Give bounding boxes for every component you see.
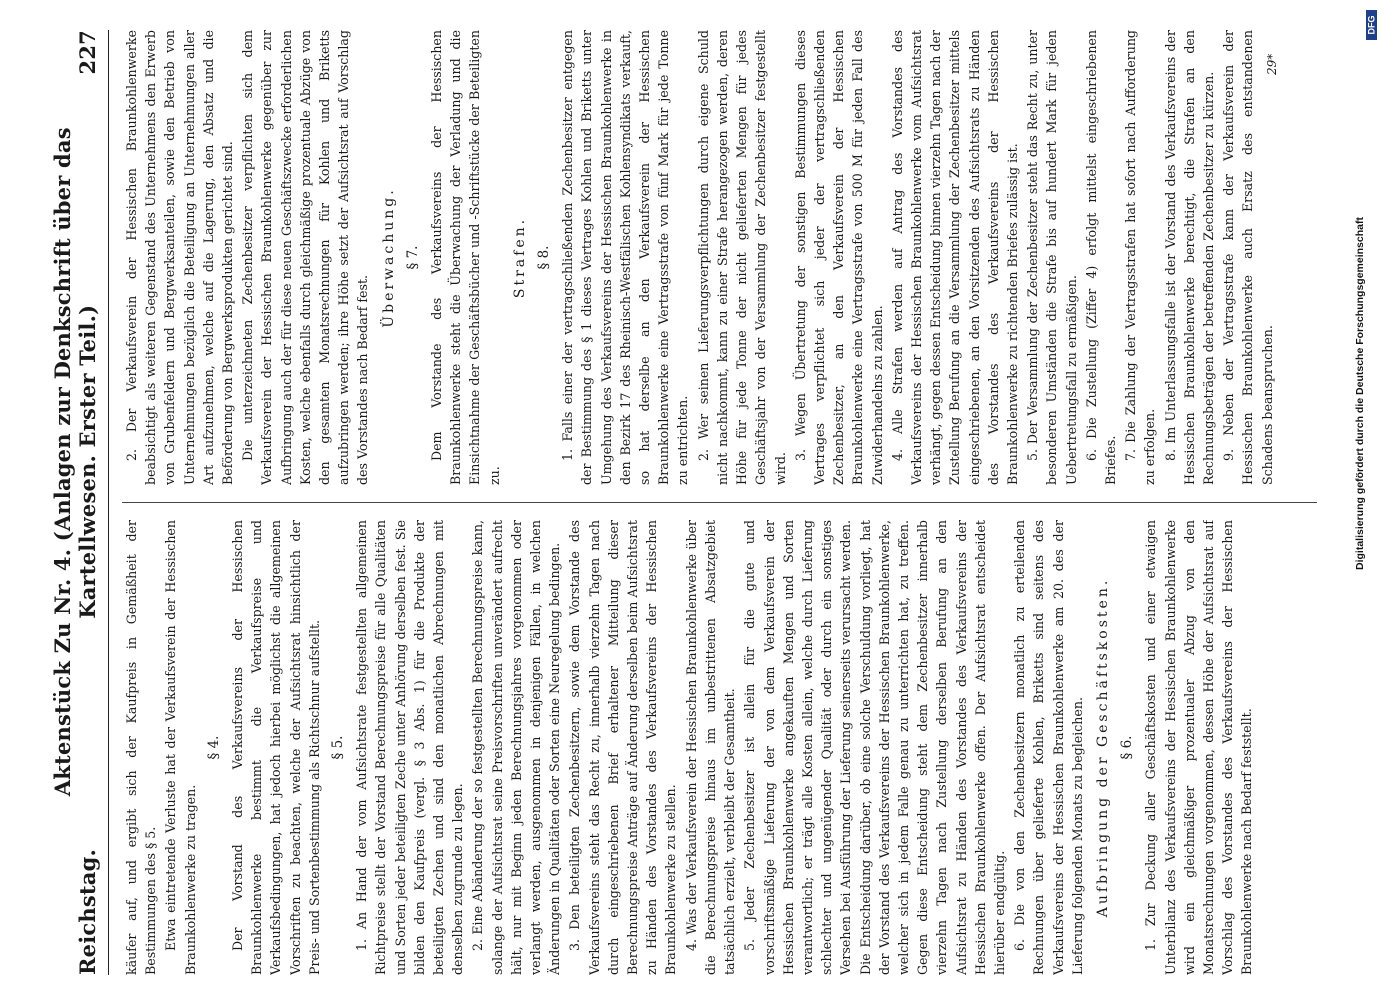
paragraph-number: § 4. (205, 735, 222, 760)
digitization-footer (1350, 10, 1370, 990)
text-paragraph: 3. Den beteiligten Zechenbesitzern, sowie dem Vorstande des Verkaufsvereins steht das Recht zu, innerhalb vierzehn Tagen nach durch eingeschriebenen Brief erhaltener Mitteilung dieser Berechnungspreise Anträge auf Änderung derselben beim Aufsichtsrat zu Händen des Vorstandes des Verkaufsvereins der Hessischen Braunkohlenwerke zu stellen. (567, 520, 679, 975)
section-heading: Strafen. (511, 216, 528, 299)
text-paragraph: Die unterzeichneten Zechenbesitzer verpflichten sich dem Verkaufsverein der Hessischen Braunkohlenwerke gegenüber zur Aufbringung auch der für diese neuen Geschäftszwecke erforderlichen Kosten, welche ebenfalls durch gleichmäßige prozentuale Abzüge von den gesamten Monatsrechnungen für Kohlen und Briketts aufzubringen werden; ihre Höhe setzt der Aufsichtsrat auf Vorschlag des Vorstandes nach Bedarf fest. (240, 30, 371, 485)
left-column (122, 520, 1317, 975)
text-paragraph: 9. Neben der Vertragsstrafe kann der Verkaufsverein der Hessischen Braunkohlenwerke auch Ersatz des entstandenen Schadens beanspruchen. (1221, 30, 1275, 485)
page-number: 227 (75, 30, 100, 75)
header-rule (108, 30, 109, 975)
text-paragraph: Etwa eintretende Verluste hat der Verkaufsverein der Hessischen Braunkohlenwerke zu tragen. (163, 520, 198, 975)
right-column (122, 30, 1317, 485)
dfg-logo-text: DFG (1366, 15, 1377, 35)
text-paragraph: 6. Die Zustellung (Ziffer 4) erfolgt mittelst eingeschriebenen Briefes. (1083, 30, 1118, 485)
paragraph-number: § 5. (330, 735, 347, 760)
paragraph-number: § 7. (404, 245, 421, 270)
section-heading: Aufbringung der Geschäftskosten. (1094, 577, 1111, 918)
text-paragraph: Dem Vorstande des Verkaufsvereins der Hessischen Braunkohlenwerke steht die Überwachung der Verladung und die Einsichtnahme der Geschäftsbücher und -Schriftstücke der Beteiligten zu. (429, 30, 502, 485)
rotated-page (40, 30, 1330, 975)
text-paragraph: 7. Die Zahlung der Vertragsstrafen hat sofort nach Aufforderung zu erfolgen. (1123, 30, 1158, 485)
text-paragraph: Der Vorstand des Verkaufsvereins der Hessischen Braunkohlenwerke bestimmt die Verkaufspreise und Verkaufsbedingungen, hat jedoch hierbei möglichst die allgemeinen Vorschriften zu beachten, welche der Aufsichtsrat hinsichtlich der Preis- und Sortenbestimmung als Richtschnur aufstellt. (230, 520, 322, 975)
text-paragraph: 3. Wegen Übertretung der sonstigen Bestimmungen dieses Vertrages verpflichtet sich jeder der vertragschließenden Zechenbesitzer, an den Verkaufsverein der Hessischen Braunkohlenwerke eine Vertragsstrafe von 500 M für jeden Fall des Zuwiderhandelns zu zahlen. (792, 30, 885, 485)
header-left: Reichstag. (75, 849, 100, 975)
text-paragraph: 1. Zur Deckung aller Geschäftskosten und einer etwaigen Unterbilanz des Verkaufsvereins der Hessischen Braunkohlenwerke wird ein gleichmäßiger prozentualer Abzug von den Monatsrechnungen vorgenommen, dessen Höhe der Aufsichtsrat auf Vorschlag des Vorstandes des Verkaufsvereins der Hessischen Braunkohlenwerke nach Bedarf feststellt. (1143, 520, 1255, 975)
text-paragraph: 5. Der Versammlung der Zechenbesitzer steht das Recht zu, unter besonderen Umständen die Strafe bis auf hundert Mark für jeden Uebertretungsfall zu ermäßigen. (1025, 30, 1079, 485)
text-paragraph: 2. Wer seinen Lieferungsverpflichtungen durch eigene Schuld nicht nachkommt, kann zu einer Strafe herangezogen werden, deren Höhe für jede Tonne der nicht gelieferten Mengen für jedes Geschäftsjahr von der Versammlung der Zechenbesitzer festgestellt wird. (695, 30, 788, 485)
text-paragraph: 1. An Hand der vom Aufsichtsrate festgestellten allgemeinen Richtpreise stellt der Vorstand Berechnungspreise für alle Qualitäten und Sorten jeder beteiligten Zeche unter Anhörung derselben fest. Sie bilden den Kaufpreis (vergl. § 3 Abs. 1) für die Produkte der beteiligten Zechen und sind den monatlichen Abrechnungen mit denselben zugrunde zu legen. (354, 520, 466, 975)
text-paragraph: 2. Eine Abänderung der so festgestellten Berechnungspreise kann, solange der Aufsichtsrat seine Preisvorschriften unverändert aufrecht hält, nur mit Beginn jeden Berechnungsjahres vorgenommen oder verlangt werden, ausgenommen in denjenigen Fällen, in welchen Änderungen in Qualitäten oder Sorten eine Neuregelung bedingen. (470, 520, 563, 975)
signature-mark: 29* (1265, 53, 1279, 75)
column-divider (122, 502, 1317, 503)
paragraph-number: § 8. (536, 245, 553, 270)
text-paragraph: 8. Im Unterlassungsfalle ist der Vorstand des Verkaufsvereins der Hessischen Braunkohlenwerke berechtigt, die Strafen an den Rechnungsbeträgen der betreffenden Zechenbesitzer zu kürzen. (1162, 30, 1216, 485)
text-paragraph: 1. Falls einer der vertragschließenden Zechenbesitzer entgegen der Bestimmung des § 1 dieses Vertrages Kohlen und Briketts unter Umgehung des Verkaufsvereins der Hessischen Braunkohlenwerke in den Bezirk 17 des Rheinisch-Westfälischen Kohlensyndikats verkauft, so hat derselbe an den Verkaufsverein der Hessischen Braunkohlenwerke eine Vertragsstrafe von fünf Mark für jede Tonne zu entrichten. (560, 30, 691, 485)
text-paragraph: 2. Der Verkaufsverein der Hessischen Braunkohlenwerke beabsichtigt als weiteren Gegenstand des Unternehmens den Erwerb von Grubenfeldern und Bergwerksanteilen, sowie den Betrieb von Unternehmungen bezüglich die Beteiligung an Unternehmungen aller Art aufzunehmen, welche auf die Lagerung, den Absatz und die Beförderung von Bergwerksprodukten gerichtet sind. (124, 30, 236, 485)
digitization-note: Digitalisierung gefördert durch die Deutsche Forschungsgemeinschaft (1354, 217, 1366, 570)
text-paragraph: 4. Was der Verkaufsverein der Hessischen Braunkohlenwerke über die Berechnungspreise hinaus im unbestrittenen Absatzgebiet tatsächlich erzielt, verbleibt der Gesamtheit. (683, 520, 738, 975)
text-paragraph: 6. Die von den Zechenbesitzern monatlich zu erteilenden Rechnungen über gelieferte Kohlen, Briketts sind seitens des Verkaufsvereins der Hessischen Braunkohlenwerke am 20. des der Lieferung folgenden Monats zu begleichen. (1012, 520, 1085, 975)
section-heading: Überwachung. (380, 187, 397, 328)
dfg-logo (1366, 10, 1377, 40)
text-paragraph: käufer auf, und ergibt sich der Kaufpreis in Gemäßheit der Bestimmungen des § 5. (124, 520, 159, 975)
paragraph-number: § 6. (1119, 735, 1136, 760)
text-paragraph: 4. Alle Strafen werden auf Antrag des Vorstandes des Verkaufsvereins der Hessischen Braunkohlenwerke vom Aufsichtsrat verhängt, gegen dessen Entscheidung binnen vierzehn Tagen nach der Zustellung Berufung an die Versammlung der Zechenbesitzer mittels eingeschriebenen, an den Vorsitzenden des Aufsichtsrats zu Händen des Vorstandes des Verkaufsvereins der Hessischen Braunkohlenwerke zu richtenden Briefes zulässig ist. (889, 30, 1020, 485)
page-header (40, 30, 100, 975)
text-paragraph: 5. Jeder Zechenbesitzer ist allein für die gute und vorschriftsmäßige Lieferung der von dem Verkaufsverein der Hessischen Braunkohlenwerke angekauften Mengen und Sorten verantwortlich; er trägt alle Kosten allein, welche durch Lieferung schlechter und ungenügender Qualität oder durch ein sonstiges Versehen bei Ausführung der Lieferung seinerseits verursacht werden. Die Entscheidung darüber, ob eine solche Verschuldung vorliegt, hat der Vorstand des Verkaufsvereins der Hessischen Braunkohlenwerke, welcher sich in jedem Falle genau zu unterrichten hat, zu treffen. Gegen diese Entscheidung steht dem Zechenbesitzer innerhalb vierzehn Tagen nach Zustellung derselben Berufung an den Aufsichtsrat zu Händen des Vorstandes des Verkaufsvereins der Hessischen Braunkohlenwerke offen. Der Aufsichtsrat entscheidet hierüber endgültig. (742, 520, 1007, 975)
header-title: Aktenstück Zu Nr. 4. (Anlagen zur Denkschrift über das Kartellwesen. Erster Teil.) (50, 127, 100, 797)
